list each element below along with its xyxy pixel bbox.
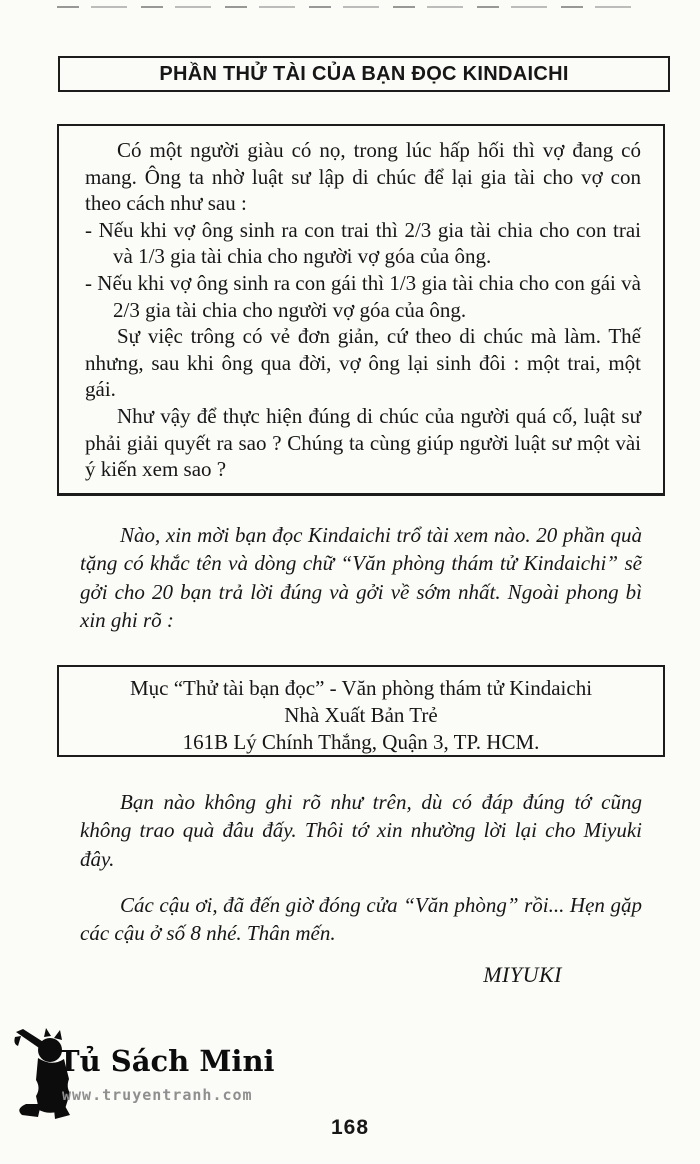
scan-artifact-line [57, 6, 642, 8]
closing-paragraph: Các cậu ơi, đã đến giờ đóng cửa “Văn phòng” rồi... Hẹn gặp các cậu ở số 8 nhé. Thân mến. [80, 893, 642, 946]
signature: MIYUKI [483, 962, 562, 987]
address-line-section: Mục “Thử tài bạn đọc” - Văn phòng thám tử Kindaichi [129, 676, 593, 700]
page-title-box [58, 56, 670, 92]
puzzle-bullet-daughter: - Nếu khi vợ ông sinh ra con gái thì 1/3 gia tài chia cho con gái và 2/3 gia tài chia cho người vợ góa của ông. [85, 270, 641, 322]
puzzle-paragraph-question: Như vậy để thực hiện đúng di chúc của người quá cố, luật sư phải giải quyết ra sao ? Chúng ta cùng giúp người luật sư một vài ý kiến xem sao ? [85, 403, 641, 482]
address-line-street: 161B Lý Chính Thắng, Quận 3, TP. HCM. [182, 730, 540, 754]
address-line-publisher: Nhà Xuất Bản Trẻ [284, 703, 438, 727]
puzzle-box [57, 124, 665, 496]
note-paragraph: Bạn nào không ghi rõ như trên, dù có đáp đúng tớ cũng không trao quà đâu đấy. Thôi tớ xin nhường lời lại cho Miyuki đây. [80, 790, 642, 871]
logo-title: Tủ Sách Mini [58, 1044, 275, 1078]
publisher-logo [14, 1026, 314, 1126]
puzzle-bullet-son: - Nếu khi vợ ông sinh ra con trai thì 2/3 gia tài chia cho con trai và 1/3 gia tài chia cho người vợ góa của ông. [85, 217, 641, 269]
logo-url: www.truyentranh.com [62, 1086, 253, 1104]
page-title: PHẦN THỬ TÀI CỦA BẠN ĐỌC KINDAICHI [159, 62, 569, 85]
page-number: 168 [330, 1116, 370, 1139]
address-box [57, 665, 665, 757]
puzzle-paragraph-twist: Sự việc trông có vẻ đơn giản, cứ theo di chúc mà làm. Thế nhưng, sau khi ông qua đời, vợ ông lại sinh đôi : một trai, một gái. [85, 324, 641, 402]
invite-paragraph: Nào, xin mời bạn đọc Kindaichi trổ tài xem nào. 20 phần quà tặng có khắc tên và dòng chữ “Văn phòng thám tử Kindaichi” sẽ gởi cho 20 bạn trả lời đúng và gởi về sớm nhất. Ngoài phong bì xin ghi rõ : [80, 523, 642, 633]
puzzle-paragraph-intro: Có một người giàu có nọ, trong lúc hấp hối thì vợ đang có mang. Ông ta nhờ luật sư lập di chúc để lại gia tài cho vợ con theo cách như sau : [85, 138, 641, 216]
